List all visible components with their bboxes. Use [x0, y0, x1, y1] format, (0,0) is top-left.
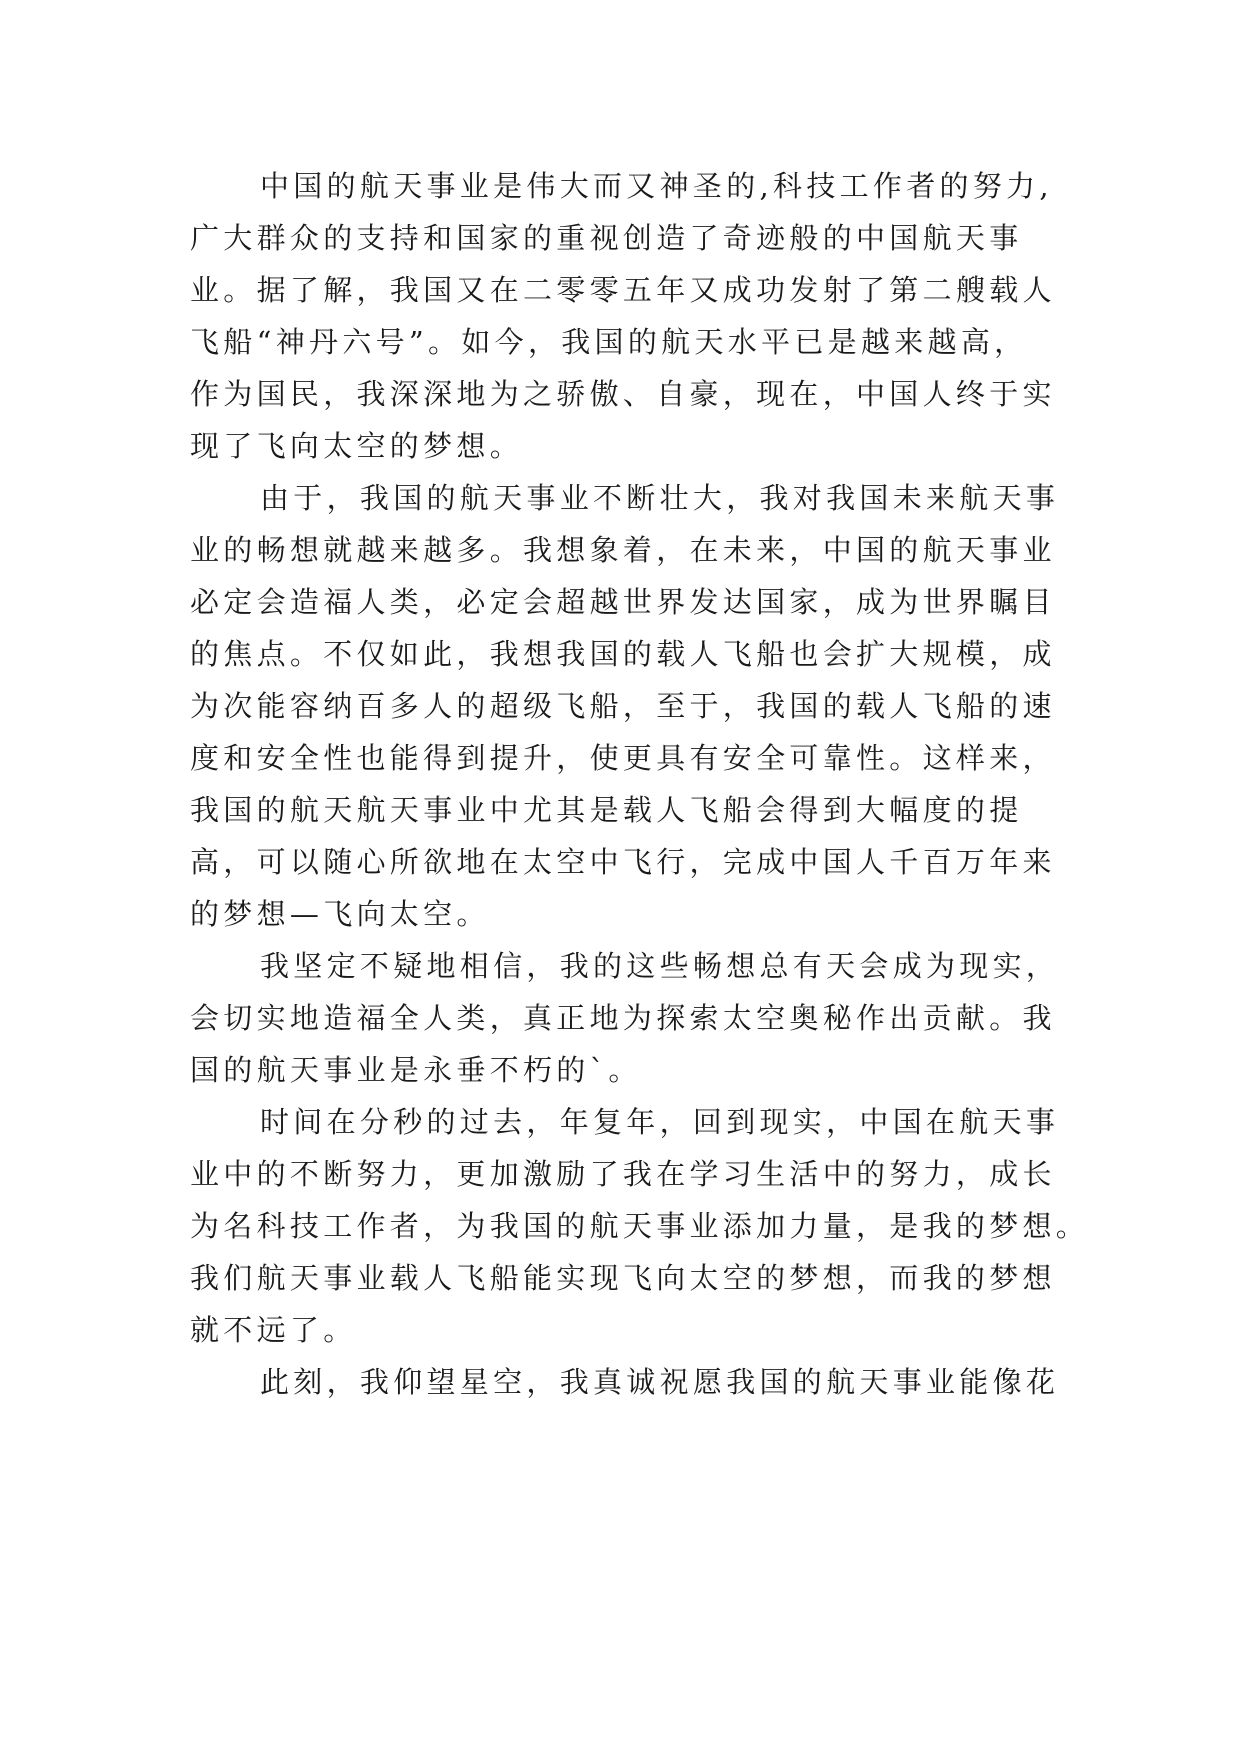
- text-line: 时间在分秒的过去，年复年，回到现实，中国在航天事: [260, 1105, 1060, 1139]
- text-line: 我坚定不疑地相信，我的这些畅想总有天会成为现实，: [260, 949, 1060, 983]
- text-line: 的焦点。不仅如此，我想我国的载人飞船也会扩大规模，成: [190, 637, 1056, 671]
- text-line: 国的航天事业是永垂不朽的`。: [190, 1053, 642, 1087]
- text-line: 必定会造福人类，必定会超越世界发达国家，成为世界瞩目: [190, 585, 1056, 619]
- text-line: 为名科技工作者，为我国的航天事业添加力量，是我的梦想。: [190, 1209, 1090, 1243]
- text-line: 就不远了。: [190, 1313, 357, 1347]
- text-line: 我国的航天航天事业中尤其是载人飞船会得到大幅度的提: [190, 793, 1023, 827]
- text-line: 的梦想—飞向太空。: [190, 897, 490, 931]
- text-line: 广大群众的支持和国家的重视创造了奇迹般的中国航天事: [190, 221, 1023, 255]
- text-line: 为次能容纳百多人的超级飞船，至于，我国的载人飞船的速: [190, 689, 1056, 723]
- essay-body: [190, 160, 1090, 1408]
- text-line: 高，可以随心所欲地在太空中飞行，完成中国人千百万年来: [190, 845, 1056, 879]
- text-line: 业的畅想就越来越多。我想象着，在未来，中国的航天事业: [190, 533, 1056, 567]
- text-line: 此刻，我仰望星空，我真诚祝愿我国的航天事业能像花: [260, 1365, 1060, 1399]
- text-line: 业中的不断努力，更加激励了我在学习生活中的努力，成长: [190, 1157, 1056, 1191]
- text-line: 中国的航天事业是伟大而又神圣的,科技工作者的努力,: [260, 169, 1053, 203]
- text-line: 飞船“神丹六号”。如今，我国的航天水平已是越来越高，: [190, 325, 1028, 359]
- text-line: 度和安全性也能得到提升，使更具有安全可靠性。这样来，: [190, 741, 1056, 775]
- text-line: 作为国民，我深深地为之骄傲、自豪，现在，中国人终于实: [190, 377, 1056, 411]
- text-line: 会切实地造福全人类，真正地为探索太空奥秘作出贡献。我: [190, 1001, 1056, 1035]
- text-line: 业。据了解，我国又在二零零五年又成功发射了第二艘载人: [190, 273, 1056, 307]
- text-line: 我们航天事业载人飞船能实现飞向太空的梦想，而我的梦想: [190, 1261, 1056, 1295]
- text-line: 由于，我国的航天事业不断壮大，我对我国未来航天事: [260, 481, 1060, 515]
- text-line: 现了飞向太空的梦想。: [190, 429, 524, 463]
